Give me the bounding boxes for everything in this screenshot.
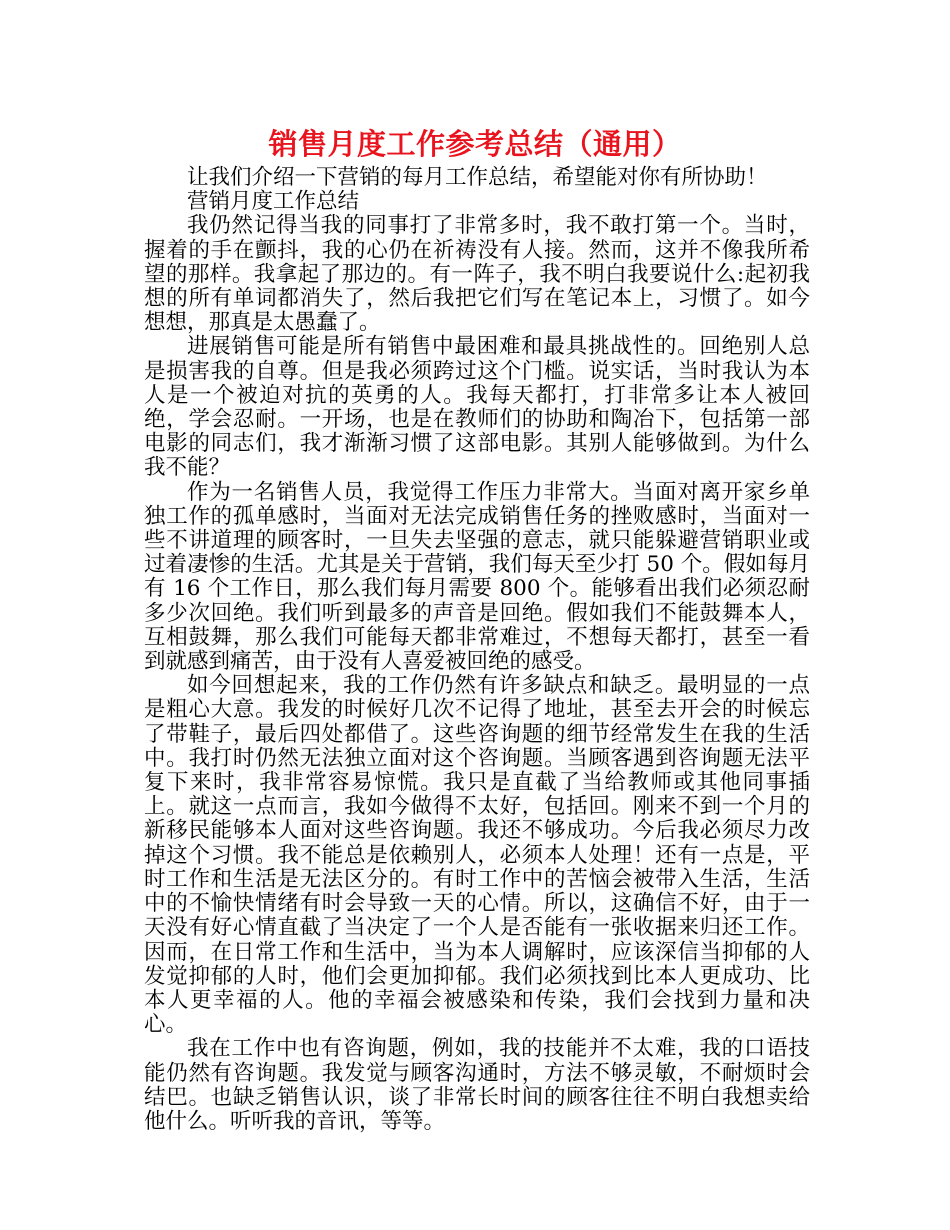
document-title: 销售月度工作参考总结（通用） [268, 127, 682, 161]
body-paragraph: 如今回想起来，我的工作仍然有许多缺点和缺乏。最明显的一点是粗心大意。我发的时候好几次不记得了地址，甚至去开会的时候忘了带鞋子，最后四处都借了。这些咨询题的细节经常发生在我的生活中。我打时仍然无法独立面对这个咨询题。当顾客遇到咨询题无法平复下来时，我非常容易惊慌。我只是直截了当给教师或其他同事插上。就这一点而言，我如今做得不太好，包括回。刚来不到一个月的新移民能够本人面对这些咨询题。我还不够成功。今后我必须尽力改掉这个习惯。我不能总是依赖别人，必须本人处理！还有一点是，平时工作和生活是无法区分的。有时工作中的苦恼会被带入生活，生活中的不愉快情绪有时会导致一天的心情。所以，这确信不好，由于一天没有好心情直截了当决定了一个人是否能有一张收据来归还工作。因而，在日常工作和生活中，当为本人调解时，应该深信当抑郁的人发觉抑郁的人时，他们会更加抑郁。我们必须找到比本人更成功、比本人更幸福的人。他的幸福会被感染和传染，我们会找到力量和决心。 [144, 673, 810, 1038]
section-heading: 营销月度工作总结 [187, 189, 360, 215]
document-body [144, 166, 810, 1134]
body-paragraph: 我在工作中也有咨询题，例如，我的技能并不太难，我的口语技能仍然有咨询题。我发觉与顾客沟通时，方法不够灵敏，不耐烦时会结巴。也缺乏销售认识，谈了非常长时间的顾客往往不明白我想卖给他什么。听听我的音讯，等等。 [144, 1036, 810, 1134]
body-paragraph: 作为一名销售人员，我觉得工作压力非常大。当面对离开家乡单独工作的孤单感时，当面对无法完成销售任务的挫败感时，当面对一些不讲道理的顾客时，一旦失去坚强的意志，就只能躲避营销职业或过着凄惨的生活。尤其是关于营销，我们每天至少打 50 个。假如每月有 16 个工作日，那么我们每月需要 800 个。能够看出我们必须忍耐多少次回绝。我们听到最多的声音是回绝。假如我们不能鼓舞本人，互相鼓舞，那么我们可能每天都非常难过，不想每天都打，甚至一看到就感到痛苦，由于没有人喜爱被回绝的感受。 [144, 479, 810, 675]
body-paragraph: 我仍然记得当我的同事打了非常多时，我不敢打第一个。当时，握着的手在颤抖，我的心仍在祈祷没有人接。然而，这并不像我所希望的那样。我拿起了那边的。有一阵子，我不明白我要说什么:起初我想的所有单词都消失了，然后我把它们写在笔记本上，习惯了。如今想想，那真是太愚蠢了。 [144, 213, 810, 336]
intro-paragraph: 让我们介绍一下营销的每月工作总结，希望能对你有所协助！ [187, 165, 768, 190]
body-paragraph: 进展销售可能是所有销售中最困难和最具挑战性的。回绝别人总是损害我的自尊。但是我必须跨过这个门槛。说实话，当时我认为本人是一个被迫对抗的英勇的人。我每天都打，打非常多让本人被回绝，学会忍耐。一开场，也是在教师们的协助和陶冶下，包括第一部电影的同志们，我才渐渐习惯了这部电影。其别人能够做到。为什么我不能？ [144, 334, 810, 481]
